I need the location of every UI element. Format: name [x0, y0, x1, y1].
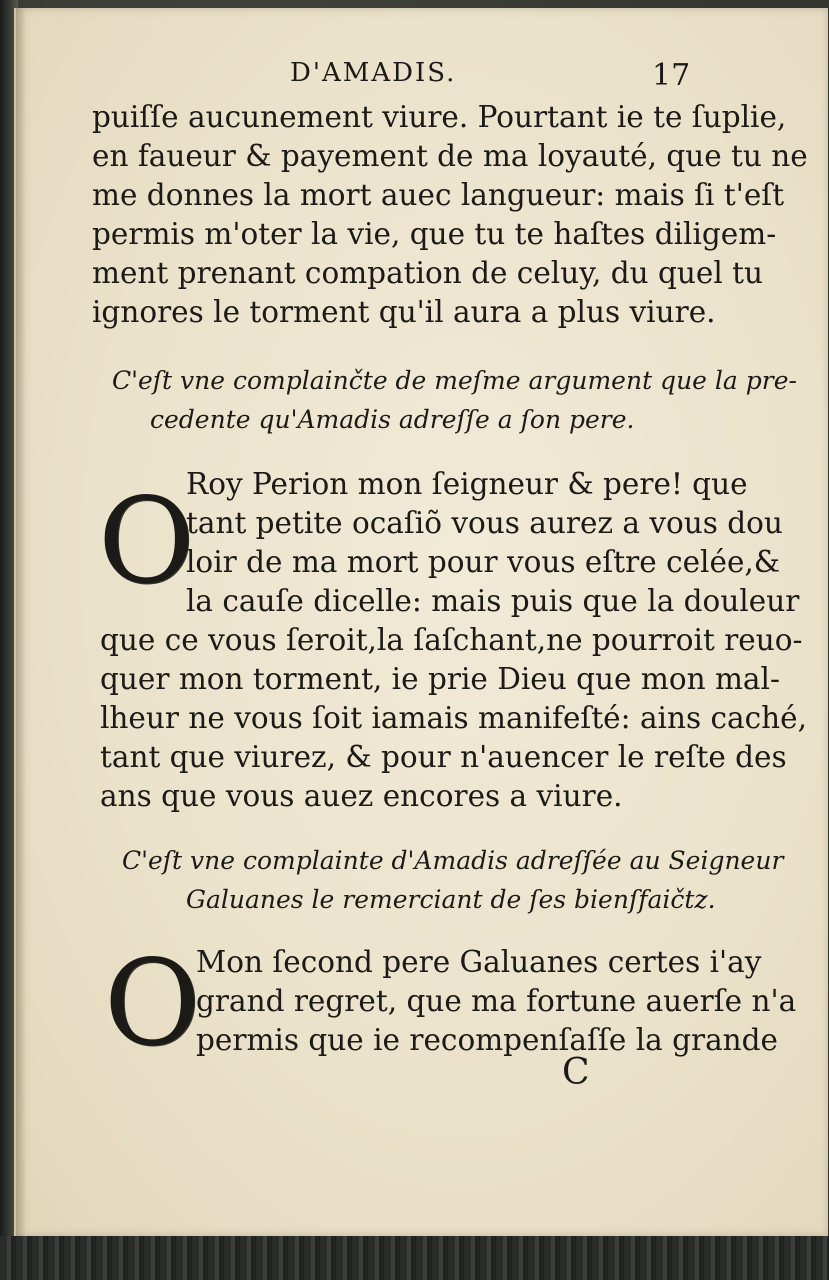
drop-cap-initial: O — [104, 934, 201, 1072]
running-title: D'AMADIS. — [290, 58, 457, 88]
book-cover-edge — [0, 1236, 829, 1280]
text-line: permis que ie recompenſaſſe la grande — [196, 1023, 779, 1057]
page-number: 17 — [652, 58, 691, 93]
text-line: puiſſe aucunement viure. Pourtant ie te ſuplie, — [92, 100, 787, 134]
heading-line: cedente qu'Amadis adreſſe a ſon pere. — [150, 405, 635, 434]
text-line: la cauſe dicelle: mais puis que la douleur — [186, 584, 800, 618]
spine-shadow — [16, 8, 26, 1236]
text-line: Roy Perion mon ſeigneur & pere! que — [186, 467, 748, 501]
heading-line: Galuanes le remerciant de ſes bienſfaičtz. — [186, 885, 716, 914]
text-line: loir de ma mort pour vous eſtre celée,& — [186, 545, 781, 579]
text-line: que ce vous ſeroit,la ſaſchant,ne pourroit reuo- — [100, 623, 803, 657]
text-line: ment prenant compation de celuy, du quel tu — [92, 256, 763, 290]
text-line: ans que vous auez encores a viure. — [100, 779, 623, 813]
heading-line: C'eſt vne complainte d'Amadis adreſſée au Seigneur — [122, 846, 784, 875]
text-line: permis m'oter la vie, que tu te haſtes diligem- — [92, 217, 777, 251]
drop-cap-initial: O — [98, 472, 195, 610]
heading-line: C'eſt vne complainčte de meſme argument que la pre- — [112, 366, 797, 395]
text-line: en faueur & payement de ma loyauté, que tu ne — [92, 139, 808, 173]
text-line: tant petite ocaſiõ vous aurez a vous dou — [186, 506, 783, 540]
text-line: quer mon torment, ie prie Dieu que mon mal- — [100, 662, 780, 696]
page-header — [290, 58, 690, 98]
signature-mark: C — [562, 1052, 590, 1093]
text-line: lheur ne vous ſoit iamais manifeſté: ains caché, — [100, 701, 807, 735]
text-line: Mon ſecond pere Galuanes certes i'ay — [196, 945, 762, 979]
text-line: grand regret, que ma fortune auerſe n'a — [196, 984, 797, 1018]
text-line: me donnes la mort auec langueur: mais ſi t'eſt — [92, 178, 785, 212]
text-line: ignores le torment qu'il aura a plus viure. — [92, 295, 716, 329]
text-line: tant que viurez, & pour n'auencer le reſte des — [100, 740, 787, 774]
